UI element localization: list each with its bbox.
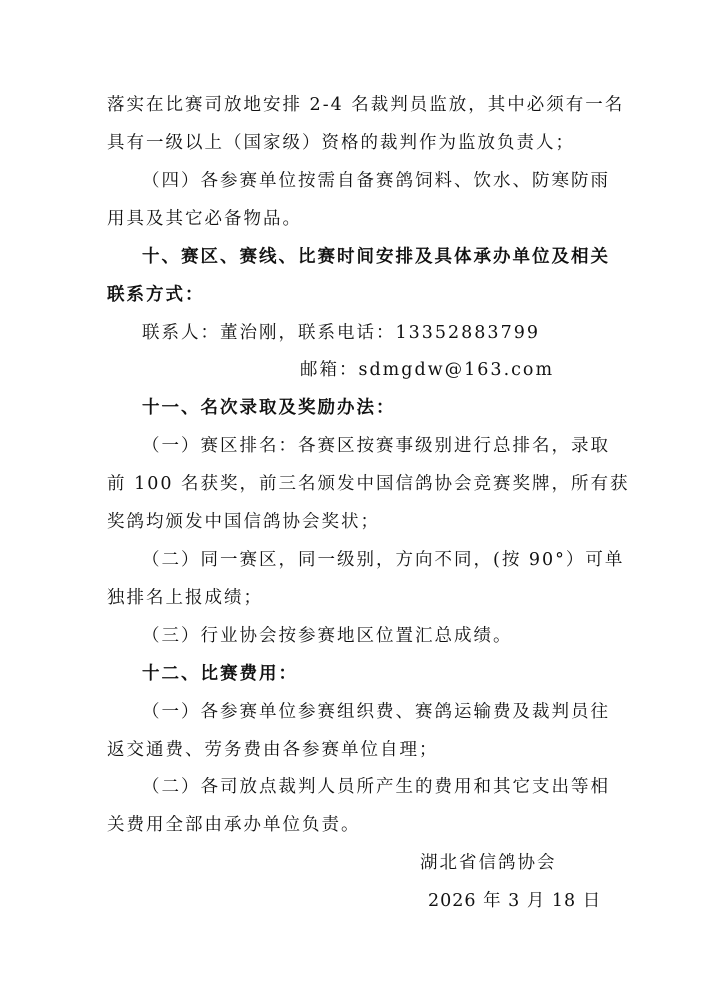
fees-line-2: 返交通费、劳务费由各参赛单位自理； xyxy=(107,740,439,760)
signature-organization: 湖北省信鸽协会 xyxy=(420,853,557,873)
section-ten-heading-line-1: 十、赛区、赛线、比赛时间安排及具体承办单位及相关 xyxy=(142,247,610,267)
same-zone-line-1: （二）同一赛区，同一级别，方向不同，(按 90°）可单 xyxy=(142,550,625,570)
signature-date: 2026 年 3 月 18 日 xyxy=(428,891,602,911)
fees-line-4: 关费用全部由承办单位负责。 xyxy=(107,815,361,835)
email-line: 邮箱：sdmgdw@163.com xyxy=(300,360,555,380)
industry-association-line: （三）行业协会按参赛地区位置汇总成绩。 xyxy=(142,626,513,646)
item-four-line-2: 用具及其它必备物品。 xyxy=(107,209,302,229)
same-zone-line-2: 独排名上报成绩； xyxy=(107,588,263,608)
fees-line-3: （二）各司放点裁判人员所产生的费用和其它支出等相 xyxy=(142,777,610,797)
body-line-1: 落实在比赛司放地安排 2-4 名裁判员监放，其中必须有一名 xyxy=(107,95,625,115)
fees-line-1: （一）各参赛单位参赛组织费、赛鸽运输费及裁判员往 xyxy=(142,702,610,722)
ranking-line-3: 奖鸽均颁发中国信鸽协会奖状； xyxy=(107,512,380,532)
ranking-line-2: 前 100 名获奖，前三名颁发中国信鸽协会竞赛奖牌，所有获 xyxy=(107,474,630,494)
section-twelve-heading: 十二、比赛费用： xyxy=(142,664,298,684)
item-four-line-1: （四）各参赛单位按需自备赛鸽饲料、饮水、防寒防雨 xyxy=(142,171,610,191)
contact-line: 联系人：董治刚，联系电话：13352883799 xyxy=(142,323,540,343)
section-ten-heading-line-2: 联系方式： xyxy=(107,285,205,305)
ranking-line-1: （一）赛区排名：各赛区按赛事级别进行总排名，录取 xyxy=(142,436,610,456)
section-eleven-heading: 十一、名次录取及奖励办法： xyxy=(142,398,396,418)
body-line-2: 具有一级以上（国家级）资格的裁判作为监放负责人； xyxy=(107,133,575,153)
